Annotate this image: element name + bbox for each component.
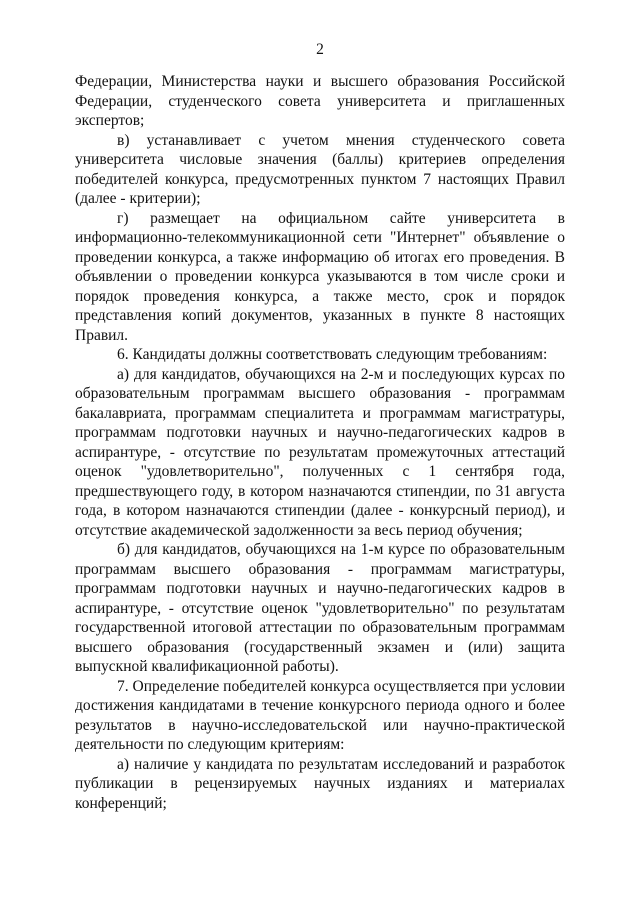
paragraph-item-6b: б) для кандидатов, обучающихся на 1-м курсе по образовательным программам высшего образования - программам магистратуры, программам подготовки научных и научно-педагогических кадров в аспирантуре, - отсутствие оценок "удовлетворительно" по результатам государственной итоговой аттестации по образовательным программам высшего образования (государственный экзамен и (или) защита выпускной квалификационной работы).	[75, 541, 565, 675]
document-body	[75, 72, 565, 813]
paragraph-item-7a: а) наличие у кандидата по результатам исследований и разработок публикации в рецензируемых научных изданиях и материалах конференций;	[75, 755, 565, 812]
paragraph-item-7: 7. Определение победителей конкурса осуществляется при условии достижения кандидатами в течение конкурсного периода одного и более результатов в научно-исследовательской или научно-практической деятельности по следующим критериям:	[75, 677, 565, 753]
paragraph-continuation: Федерации, Министерства науки и высшего образования Российской Федерации, студенческого совета университета и приглашенных экспертов;	[75, 73, 565, 129]
paragraph-clause-v: в) устанавливает с учетом мнения студенческого совета университета числовые значения (баллы) критериев определения победителей конкурса, предусмотренных пунктом 7 настоящих Правил (далее - критерии);	[75, 131, 565, 207]
paragraph-item-6: 6. Кандидаты должны соответствовать следующим требованиям:	[117, 346, 548, 363]
paragraph-clause-g: г) размещает на официальном сайте университета в информационно-телекоммуникационной сети "Интернет" объявление о проведении конкурса, а также информацию об итогах его проведения. В объявлении о проведении конкурса указываются в том числе сроки и порядок проведения конкурса, а также место, срок и порядок представления копий документов, указанных в пункте 8 настоящих Правил.	[75, 209, 565, 344]
paragraph-item-6a: а) для кандидатов, обучающихся на 2-м и последующих курсах по образовательным программам высшего образования - программам бакалавриата, программам специалитета и программам магистратуры, программам подготовки научных и научно-педагогических кадров в аспирантуре, - отсутствие по результатам промежуточных аттестаций оценок "удовлетворительно", полученных с 1 сентября года, предшествующего году, в котором назначаются стипендии, по 31 августа года, в котором назначаются стипендии (далее - конкурсный период), и отсутствие академической задолженности за весь период обучения;	[75, 365, 565, 539]
page-number: 2	[316, 41, 324, 58]
